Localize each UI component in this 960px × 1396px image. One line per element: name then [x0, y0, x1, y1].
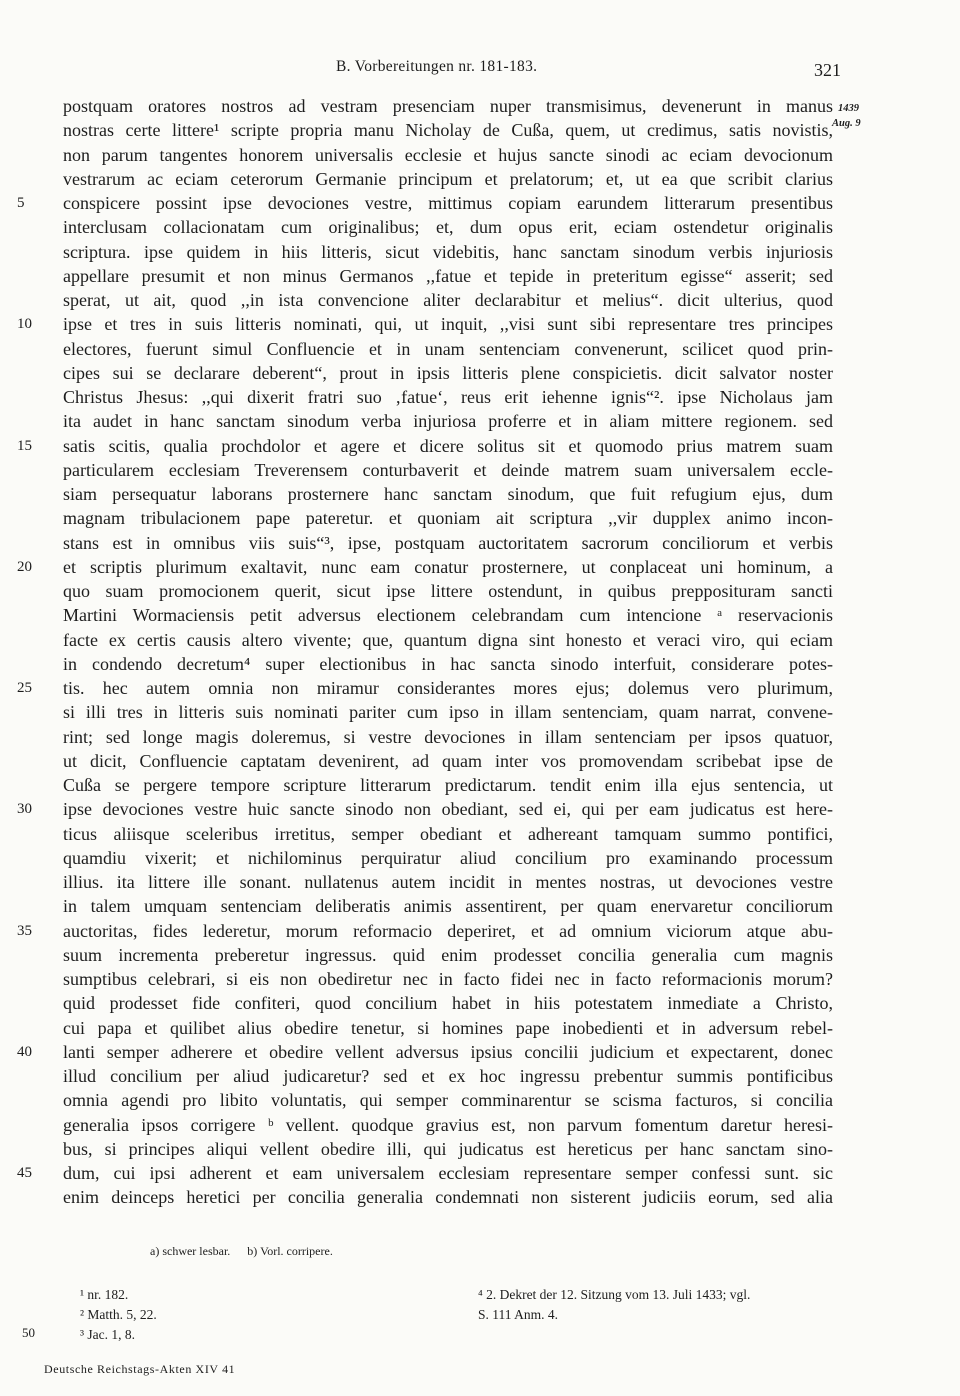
line-text: satis scitis, qualia prochdolor et agere et dicere solitus sit et quomodo prius matrem suam	[63, 435, 833, 456]
line-number: 20	[17, 558, 32, 575]
margin-year: 1439	[838, 103, 859, 114]
text-line	[63, 603, 833, 627]
footnote-2: ² Matth. 5, 22.	[80, 1307, 157, 1322]
text-line	[63, 264, 833, 288]
text-line	[63, 700, 833, 724]
line-text: quo suam promocionem querit, sicut ipse littere ostendunt, in quibus prepposituram sancti	[63, 581, 833, 601]
line-number: 10	[17, 316, 32, 333]
line-text: sperat, ut ait, quod ,,in ista convencione aliter declarabitur et melius“. dicit ulterius, quod	[63, 290, 833, 310]
text-line	[17, 1161, 833, 1185]
text-line	[63, 458, 833, 482]
footnote-1: ¹ nr. 182.	[80, 1287, 129, 1302]
line-text: cui papa et quilibet alius obedire tenetur, si homines pape inobedienti et in adversum rebel-	[63, 1017, 833, 1038]
text-line	[17, 1040, 833, 1064]
text-line	[17, 676, 833, 700]
running-header	[0, 58, 960, 88]
line-text: quid prodesset fide confiteri, quod concilium habet in hiis potestatem inmediate a Christo,	[63, 993, 833, 1014]
text-line	[63, 506, 833, 530]
text-line	[17, 312, 833, 336]
line-text: Cußa se pergere tempore scripture litterarum predictarum. tendit enim illa ejus sentencia, ut	[63, 775, 833, 795]
line-text: Christus Jhesus: ,,qui dixerit fratri suo ‚fatue‘, reus erit iehenne ignis“². ipse Nicholaus jam	[63, 387, 833, 407]
line-number: 30	[17, 801, 32, 818]
text-line	[63, 773, 833, 797]
text-line	[63, 1088, 833, 1112]
line-text: ticus aliisque sceleribus irretitus, semper obediant et adhereant tamquam summo pontifici,	[63, 823, 833, 844]
footnote-4-line1: ⁴ 2. Dekret der 12. Sitzung vom 13. Juli 1433; vgl.	[478, 1287, 751, 1302]
text-line	[63, 167, 833, 191]
line-number-50: 50	[22, 1325, 35, 1340]
line-text: illud concilium per aliud judicaretur? sed et ex hoc ingressu prebentur summis pontificibus	[63, 1066, 833, 1086]
line-text: appellare presumit et non minus Germanos ,,fatue et tepide in preteritum egisse“ asserit; sed	[63, 265, 833, 286]
text-line	[63, 1064, 833, 1088]
text-line	[63, 288, 833, 312]
line-text: conspicere possint ipse devociones vestre, mittimus copiam earundem litterarum presentibus	[63, 193, 833, 213]
line-number: 5	[17, 195, 25, 211]
line-text: illius. ita littere ille sonant. nullatenus autem incidit in mentes nostras, ut devociones vestre	[63, 872, 833, 892]
text-line	[63, 894, 833, 918]
line-text: facte ex certis causis altero vivente; que, quantum digna sint honesto et veraci viro, qui eciam	[63, 629, 833, 650]
apparatus-note-b: b) Vorl. corripere.	[247, 1244, 333, 1258]
line-text: ut dicit, Confluencie captatam devenirent, ad quam inter vos promovendam scribebat ipse de	[63, 750, 833, 771]
line-text: particularem ecclesiam Treverensem conturbaverit et deinde matrem suam universalem eccle-	[63, 459, 833, 480]
line-text: suum incrementa preberetur ingressus. quid enim prodesset concilia generalia cum magnis	[63, 944, 833, 965]
line-text: nostras certe littere¹ scripte propria manu Nicholay de Cußa, quem, ut credimus, satis novistis,	[63, 120, 833, 141]
line-text: in condendo decretum⁴ super electionibus in hac sancta sinodo interfuit, considerare potes-	[63, 653, 833, 674]
text-line	[63, 482, 833, 506]
text-line	[17, 434, 833, 458]
text-line	[63, 628, 833, 652]
footnote-4-line2: S. 111 Anm. 4.	[478, 1307, 559, 1322]
text-line	[63, 1113, 833, 1137]
margin-date-note	[832, 101, 867, 131]
text-line	[63, 943, 833, 967]
line-text: non parum tangentes honorem universalis ecclesie et hujus sancte sinodi ac eciam devocionum	[63, 144, 833, 165]
text-line	[63, 579, 833, 603]
text-line	[63, 1137, 833, 1161]
line-text: rint; sed longe magis doleremus, si vestre devociones in illam sentenciam per ipsos quatuor,	[63, 726, 833, 747]
text-line	[63, 385, 833, 409]
footer-signature: Deutsche Reichstags-Akten XIV 41	[44, 1362, 236, 1376]
text-line	[63, 409, 833, 433]
line-number: 45	[17, 1165, 32, 1181]
text-line	[63, 822, 833, 846]
footnote-3: ³ Jac. 1, 8.	[80, 1327, 136, 1342]
footnotes-right	[478, 1285, 750, 1325]
text-line	[63, 749, 833, 773]
footnotes-left	[80, 1285, 157, 1345]
line-text: interclusam collacionatam cum originalibus; et, dum opus erit, eciam ostendetur originalis	[63, 217, 833, 238]
critical-apparatus	[150, 1244, 347, 1259]
line-text: et scriptis plurimum exaltavit, nunc eam conatur prosternere, ut conplaceat uni hominum, a	[63, 556, 833, 577]
line-text: lanti semper adherere et obedire vellent adversus ipsius concilii judicium et expectarent, donec	[63, 1041, 833, 1062]
text-line	[63, 652, 833, 676]
line-text: Martini Wormaciensis petit adversus electionem celebrandam cum intencione ᵃ reservacionis	[63, 605, 833, 626]
text-line	[63, 118, 833, 142]
line-text: bus, si principes aliqui vellent obedire illi, qui judicatus est hereticus per hanc sanctam sino-	[63, 1138, 833, 1159]
line-text: ipse et tres in suis litteris nominati, qui, ut inquit, ,,visi sunt sibi representare tres principes	[63, 314, 833, 335]
text-line	[63, 870, 833, 894]
line-text: dum, cui ipsi adherent et eam universalem ecclesiam representare semper confessi sunt. sic	[63, 1163, 833, 1183]
text-line	[63, 337, 833, 361]
text-line	[63, 94, 833, 118]
line-text: ipse devociones vestre huic sancte sinodo non obediant, sed ei, qui per eam judicatus est here-	[63, 799, 833, 820]
line-number: 15	[17, 437, 32, 454]
text-line	[63, 143, 833, 167]
line-text: auctoritas, fides lederetur, morum reformacio deperiret, et ad omnium viciorum atque abu-	[63, 920, 833, 941]
text-line	[63, 1185, 833, 1209]
text-line	[63, 215, 833, 239]
text-line	[63, 1016, 833, 1040]
line-text: siam persequatur laborans prosternere hanc sanctam sinodum, que fuit refugium ejus, dum	[63, 484, 833, 504]
line-text: vestrarum ac eciam ceterorum Germanie principum et prelatorum; et, ut ea que scribit clarius	[63, 168, 833, 189]
main-text	[17, 94, 833, 1210]
line-text: postquam oratores nostros ad vestram presenciam nuper transmisimus, devenerunt in manus	[63, 96, 833, 116]
line-text: ita audet in hanc sanctam sinodum verba injuriosa proferre et in aliam mittere regionem. sed	[63, 411, 833, 432]
line-text: tis. hec autem omnia non miramur considerantes mores ejus; dolemus vero plurimum,	[63, 678, 833, 698]
text-line	[63, 531, 833, 555]
text-line	[17, 191, 833, 215]
margin-date: Aug. 9	[832, 118, 861, 129]
line-text: si illi tres in litteris suis nominati pariter cum ipso in illam sentenciam, quam narrat, convene-	[63, 702, 833, 723]
text-line	[63, 725, 833, 749]
line-text: omnia agendi pro libito voluntatis, qui semper comminarentur se scisma facturos, si concilia	[63, 1090, 833, 1111]
line-number: 40	[17, 1043, 32, 1060]
line-text: generalia ipsos corrigere ᵇ vellent. quodque gravius est, non parvum fomentum daretur heresi-	[63, 1114, 833, 1135]
line-text: stans est in omnibus viis suis“³, ipse, postquam auctoritatem sacrorum conciliorum et verbis	[63, 532, 833, 553]
line-text: quamdiu vixerit; et nichilominus perquiratur aliud concilium pro examinando processum	[63, 847, 833, 868]
line-text: cipes sui se declarare deberent“, prout in ipsis litteris plene conspicietis. dicit salvator noster	[63, 362, 833, 383]
running-title: B. Vorbereitungen nr. 181-183.	[336, 58, 538, 75]
line-text: in talem umquam sentenciam deliberatis animis assentirent, per quam enervaretur conciliorum	[63, 896, 833, 917]
text-line	[63, 240, 833, 264]
text-line	[17, 797, 833, 821]
line-text: enim deinceps heretici per concilia generalia condemnati non sisterent judiciis eorum, sed alia	[63, 1187, 833, 1208]
line-text: sumptibus celebrari, si eis non obediretur nec in facto fidei nec in facto reformacionis morum?	[63, 969, 833, 989]
line-text: electores, fuerunt simul Confluencie et in unam sentenciam convenerunt, scilicet quod prin-	[63, 338, 833, 359]
line-number: 35	[17, 922, 32, 939]
line-text: scriptura. ipse quidem in hiis litteris, sicut videbitis, hanc sanctam sinodum verbis injuriosis	[63, 241, 833, 262]
apparatus-note-a: a) schwer lesbar.	[150, 1244, 231, 1258]
line-text: magnam tribulacionem pape pateretur. et quoniam ait scriptura ,,vir dupplex animo incon-	[63, 508, 833, 529]
text-line	[63, 846, 833, 870]
text-line	[17, 919, 833, 943]
line-number: 25	[17, 680, 32, 696]
page-number: 321	[814, 60, 841, 80]
text-line	[17, 555, 833, 579]
text-line	[63, 361, 833, 385]
text-line	[63, 991, 833, 1015]
text-line	[63, 967, 833, 991]
